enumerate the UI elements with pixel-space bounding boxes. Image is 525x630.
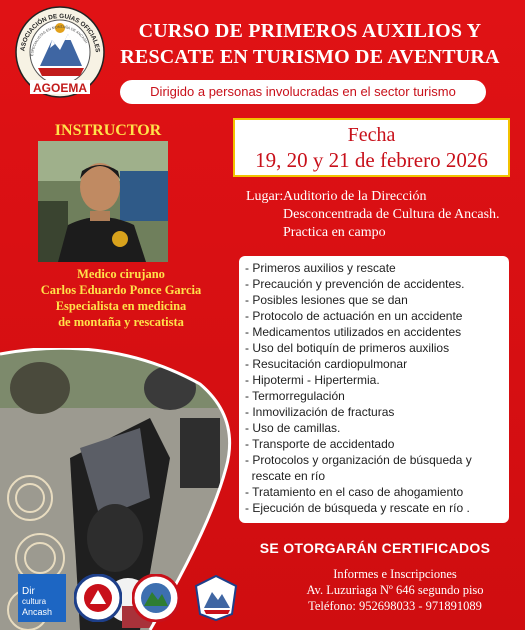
date-value: 19, 20 y 21 de febrero 2026 [255, 148, 488, 172]
cultura-logo-line-3: Ancash [22, 607, 53, 617]
bio-line-1: Medico cirujano [77, 267, 165, 281]
bio-line-4: de montaña y rescatista [58, 315, 184, 329]
topic-item: - Resucitación cardiopulmonar [245, 357, 408, 371]
topic-item: - Uso de camillas. [245, 421, 341, 435]
topic-item: - Termorregulación [245, 389, 345, 403]
instructor-bio [10, 266, 232, 330]
contact-phone: Teléfono: 952698033 - 971891089 [308, 599, 482, 613]
cultura-logo-line-1: Dir [22, 586, 35, 597]
title-line-1: CURSO DE PRIMEROS AUXILIOS Y [138, 20, 482, 42]
bio-line-3: Especialista en medicina [55, 299, 187, 313]
emblem-logo-1 [74, 574, 122, 622]
agoema-logo [14, 6, 106, 102]
cultura-logo-line-2: cultura [22, 597, 47, 606]
title-line-2: RESCATE EN TURISMO DE AVENTURA [120, 46, 500, 68]
contact-heading: Informes e Inscripciones [333, 567, 457, 581]
certificates-notice: SE OTORGARÁN CERTIFICADOS [259, 540, 491, 556]
venue-text [283, 188, 523, 242]
course-title [110, 18, 510, 70]
bio-line-2: Carlos Eduardo Ponce Garcia [40, 283, 202, 297]
venue-label: Lugar: [246, 189, 284, 204]
emblem-logo-3 [192, 574, 240, 622]
emblem-logo-2 [132, 574, 180, 622]
topic-item: rescate en río [245, 469, 326, 483]
audience-subtitle: Dirigido a personas involucradas en el sector turismo [120, 80, 486, 104]
topic-item: - Primeros auxilios y rescate [245, 261, 396, 275]
contact-address: Av. Luzuriaga Nº 646 segundo piso [306, 583, 484, 597]
logo-name: AGOEMA [33, 81, 87, 95]
date-box [233, 118, 510, 177]
cultura-ancash-logo [18, 574, 66, 622]
topic-item: - Protocolo de actuación en un accidente [245, 309, 463, 323]
date-label: Fecha [347, 124, 396, 146]
topic-item: - Ejecución de búsqueda y rescate en río . [245, 501, 470, 515]
instructor-photo [38, 141, 168, 262]
venue-line-2: Desconcentrada de Cultura de Ancash. [283, 207, 500, 222]
topic-item: - Uso del botiquín de primeros auxilios [245, 341, 450, 355]
topic-item: - Tratamiento en el caso de ahogamiento [245, 485, 464, 499]
logo-inner-text: ESPECIALISTAS EN MONTAÑA DE ANCASH [30, 24, 89, 57]
instructor-heading: INSTRUCTOR [54, 122, 162, 139]
topic-item: - Medicamentos utilizados en accidentes [245, 325, 462, 339]
logo-arc-text: ASOCIACIÓN DE GUÍAS OFICIALES [19, 12, 101, 53]
topic-item: - Hipotermi - Hipertermia. [245, 373, 380, 387]
venue-line-3: Practica en campo [283, 225, 386, 240]
topic-item: - Posibles lesiones que se dan [245, 293, 408, 307]
topic-item: - Transporte de accidentado [245, 437, 395, 451]
contact-info [270, 566, 520, 614]
venue-line-1: Auditorio de la Dirección [283, 189, 427, 204]
topics-list [239, 256, 509, 523]
topic-item: - Precaución y prevención de accidentes. [245, 277, 465, 291]
topic-item: - Protocolos y organización de búsqueda y [245, 453, 472, 467]
topic-item: - Inmovilización de fracturas [245, 405, 395, 419]
